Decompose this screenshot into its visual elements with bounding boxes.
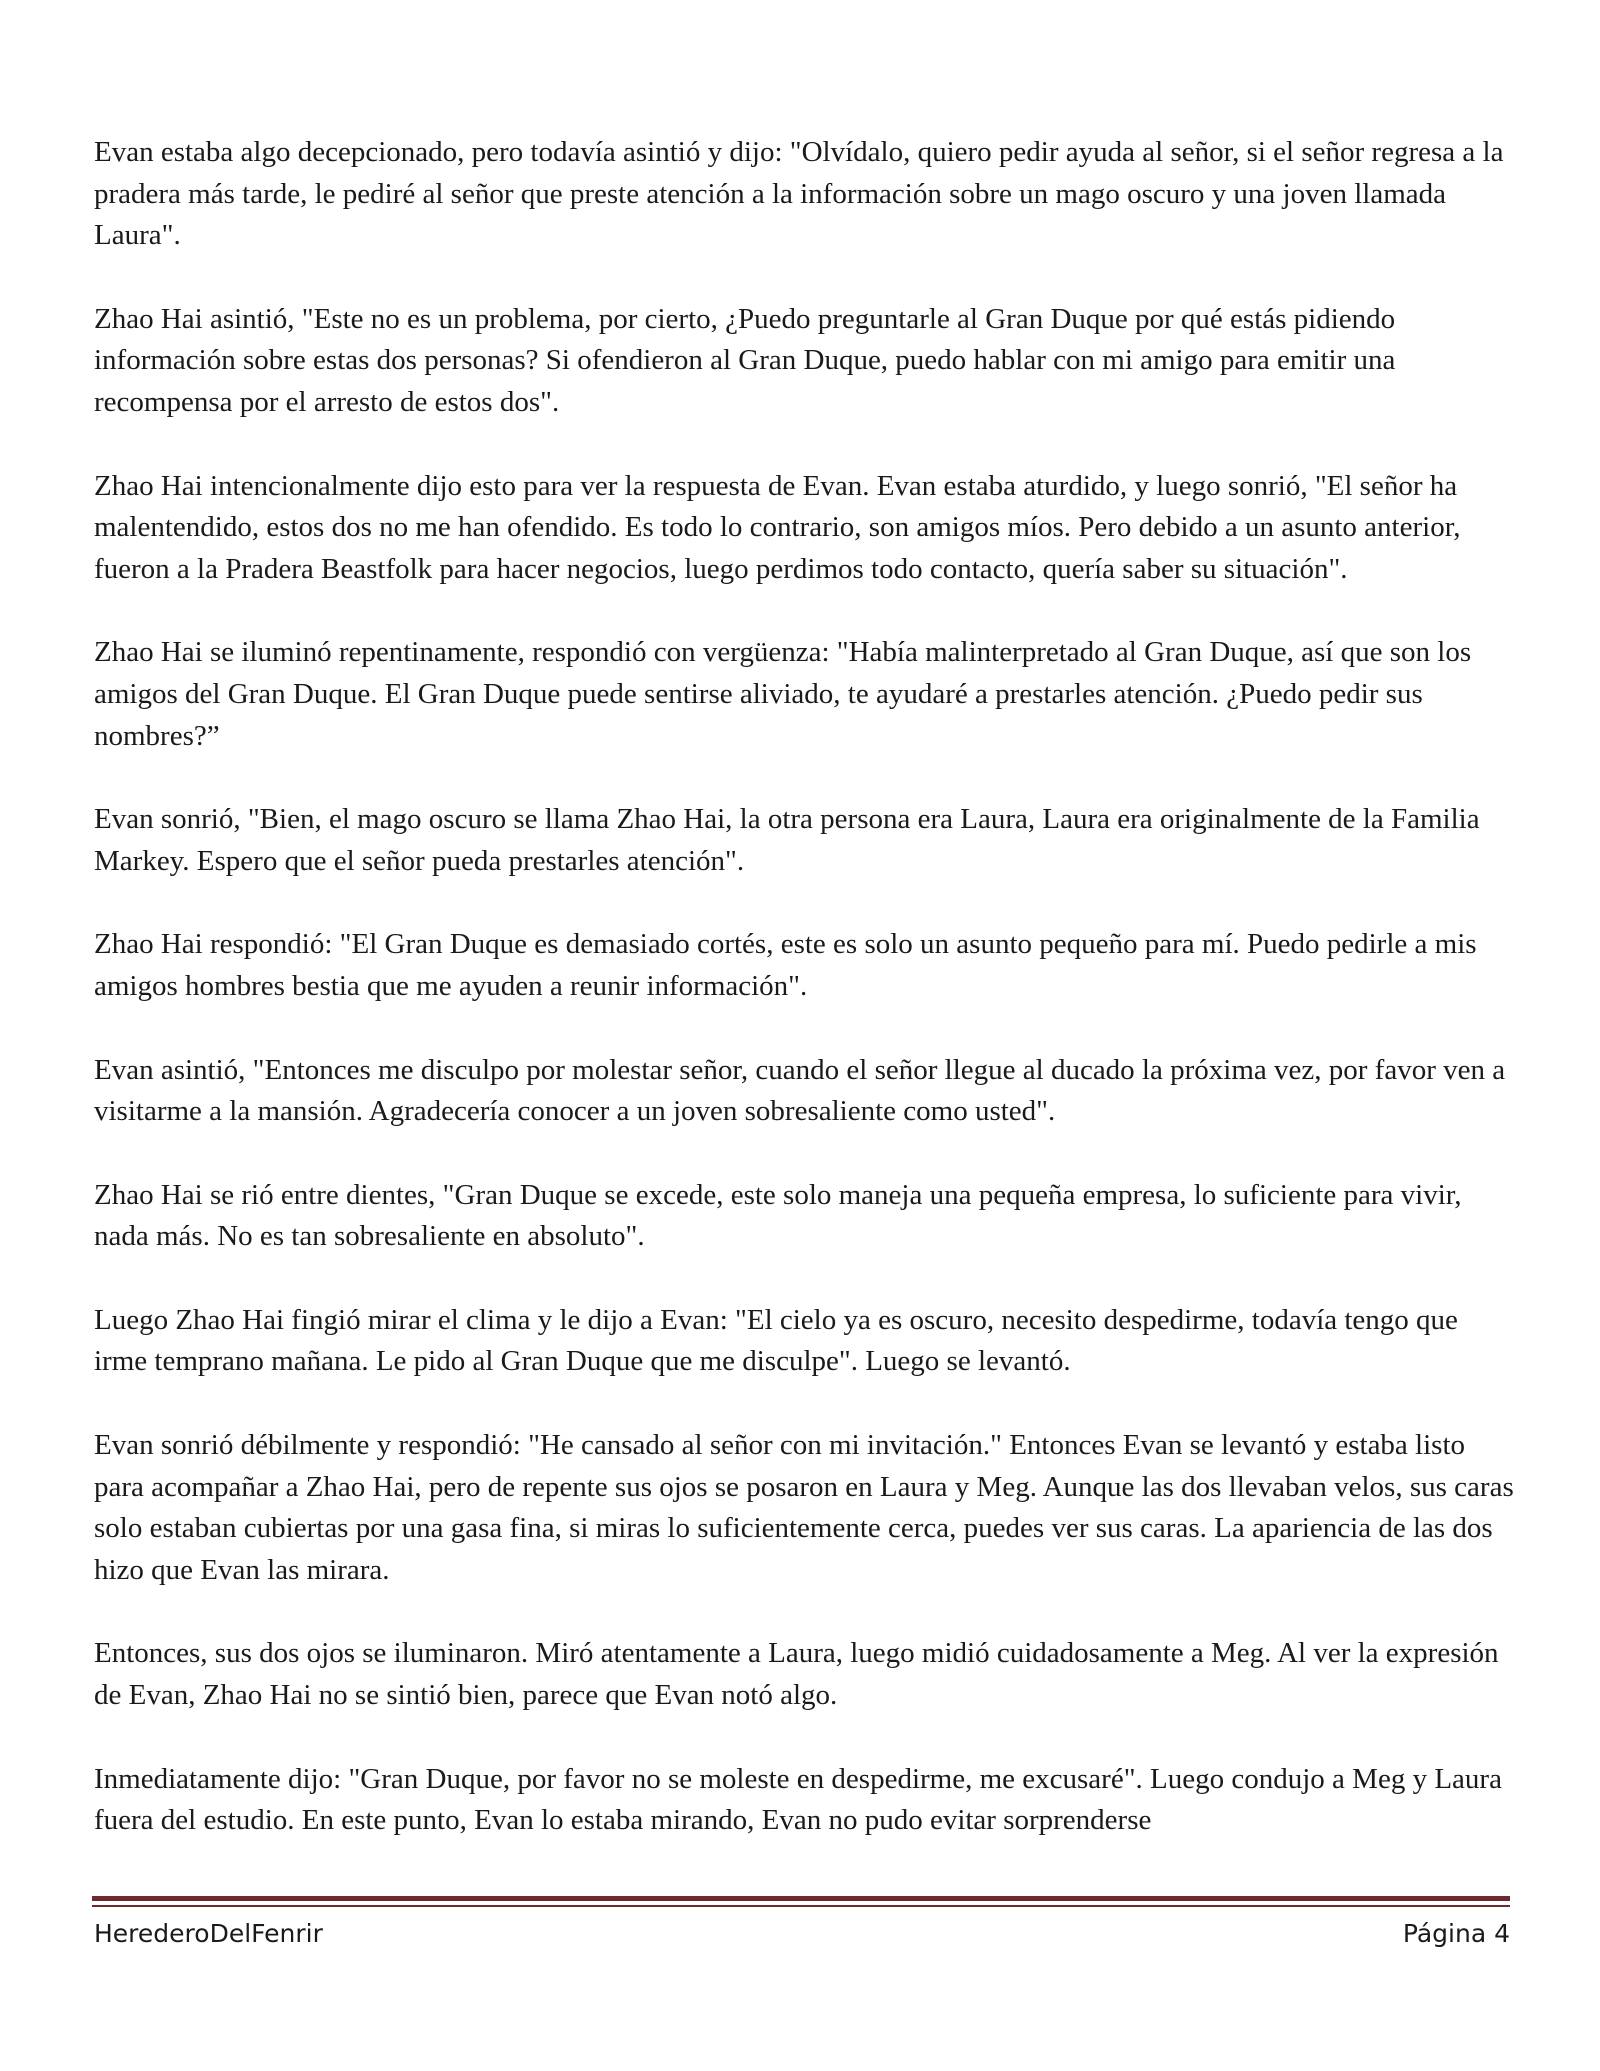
paragraph: Zhao Hai asintió, "Este no es un problema, por cierto, ¿Puedo preguntarle al Gran Duque por qué estás pidiendo información sobre estas dos personas? Si ofendieron al Gran Duque, puedo hablar con mi amigo para emitir una recompensa por el arresto de estos dos". [94, 302, 1396, 418]
paragraph: Evan estaba algo decepcionado, pero todavía asintió y dijo: "Olvídalo, quiero pedir ayuda al señor, si el señor regresa a la pradera más tarde, le pediré al señor que preste atención a la información sobre un mago oscuro y una joven llamada Laura". [94, 136, 1504, 252]
body-text [94, 132, 1514, 1842]
page-footer [94, 1914, 1510, 1954]
paragraph: Luego Zhao Hai fingió mirar el clima y le dijo a Evan: "El cielo ya es oscuro, necesito despedirme, todavía tengo que irme temprano mañana. Le pido al Gran Duque que me disculpe". Luego se levantó. [94, 1303, 1458, 1378]
paragraph: Evan sonrió débilmente y respondió: "He cansado al señor con mi invitación." Entonces Evan se levantó y estaba listo para acompañar a Zhao Hai, pero de repente sus ojos se posaron en Laura y Meg. Aunque las dos llevaban velos, sus caras solo estaban cubiertas por una gasa fina, si miras lo suficientemente cerca, puedes ver sus caras. La apariencia de las dos hizo que Evan las mirara. [94, 1429, 1514, 1586]
footer-page-number: Página 4 [1402, 1919, 1510, 1948]
paragraph: Inmediatamente dijo: "Gran Duque, por favor no se moleste en despedirme, me excusaré". Luego condujo a Meg y Laura fuera del estudio. En este punto, Evan lo estaba mirando, Evan no pudo evitar sorprenderse [94, 1762, 1502, 1837]
footer-author: HerederoDelFenrir [94, 1919, 323, 1948]
paragraph: Entonces, sus dos ojos se iluminaron. Miró atentamente a Laura, luego midió cuidadosamente a Meg. Al ver la expresión de Evan, Zhao Hai no se sintió bien, parece que Evan notó algo. [94, 1637, 1499, 1712]
paragraph: Zhao Hai respondió: "El Gran Duque es demasiado cortés, este es solo un asunto pequeño para mí. Puedo pedirle a mis amigos hombres bestia que me ayuden a reunir información". [94, 928, 1477, 1002]
footer-divider-thin [92, 1905, 1510, 1907]
paragraph: Zhao Hai se iluminó repentinamente, respondió con vergüenza: "Había malinterpretado al Gran Duque, así que son los amigos del Gran Duque. El Gran Duque puede sentirse aliviado, te ayudaré a prestarles atención. ¿Puedo pedir sus nombres?” [94, 636, 1472, 752]
paragraph: Zhao Hai intencionalmente dijo esto para ver la respuesta de Evan. Evan estaba aturdido, y luego sonrió, "El señor ha malentendido, estos dos no me han ofendido. Es todo lo contrario, son amigos míos. Pero debido a un asunto anterior, fueron a la Pradera Beastfolk para hacer negocios, luego perdimos todo contacto, quería saber su situación". [94, 469, 1461, 585]
paragraph: Zhao Hai se rió entre dientes, "Gran Duque se excede, este solo maneja una pequeña empresa, lo suficiente para vivir, nada más. No es tan sobresaliente en absoluto". [94, 1178, 1462, 1253]
paragraph: Evan sonrió, "Bien, el mago oscuro se llama Zhao Hai, la otra persona era Laura, Laura era originalmente de la Familia Markey. Espero que el señor pueda prestarles atención". [94, 803, 1480, 877]
paragraph: Evan asintió, "Entonces me disculpo por molestar señor, cuando el señor llegue al ducado la próxima vez, por favor ven a visitarme a la mansión. Agradecería conocer a un joven sobresaliente como usted". [94, 1053, 1506, 1128]
footer-divider-thick [92, 1896, 1510, 1901]
